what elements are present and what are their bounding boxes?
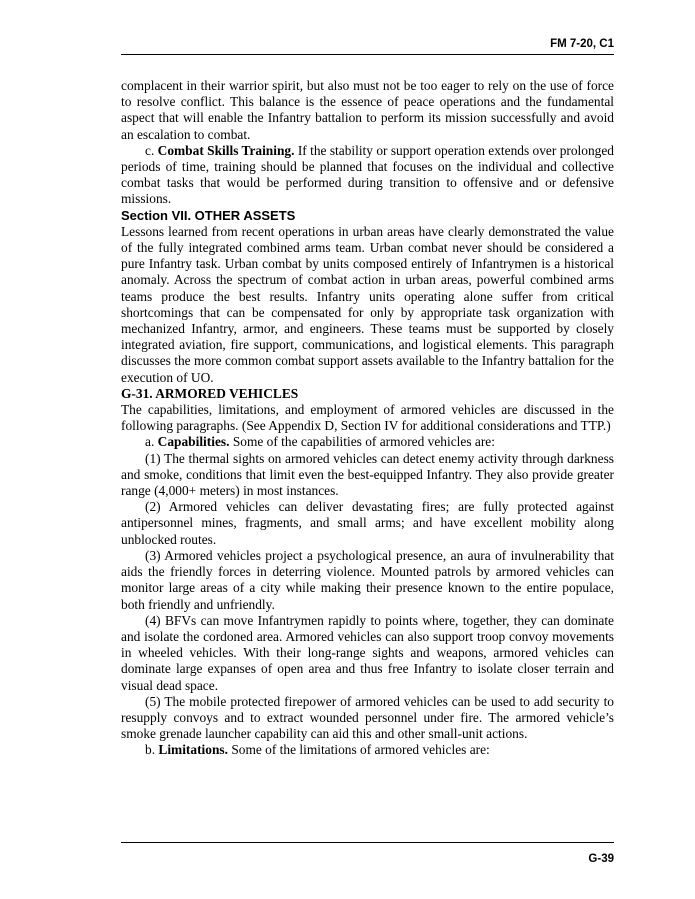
subparagraph-b — [121, 742, 614, 758]
section-title: Section VII. OTHER ASSETS — [121, 207, 296, 223]
capability-item: (5) The mobile protected firepower of armored vehicles can be used to add security to resupply convoys and to extract wounded personnel under fire. The armored vehicle’s smoke grenade launcher capability can aid this and other small-unit actions. — [121, 693, 614, 742]
subparagraph-c-title: Combat Skills Training. — [157, 142, 295, 158]
subparagraph-c-marker: c. — [145, 142, 155, 158]
subparagraph-c — [121, 143, 614, 208]
subparagraph-a-text: Some of the capabilities of armored vehicles are: — [232, 434, 495, 450]
section-intro: Lessons learned from recent operations in urban areas have clearly demonstrated the value of the fully integrated combined arms team. Urban combat never should be considered a pure Infantry task. Urban combat by units composed entirely of Infantrymen is a historical anomaly. Across the spectrum of combat action in urban areas, powerful combined arms teams produce the best results. Infantry units operating alone suffer from critical shortcomings that can be compensated for only by appropriate task organization with mechanized Infantry, armor, and engineers. These teams must be supported by closely integrated aviation, fire support, communications, and logistical elements. This paragraph discusses the more common combat support assets available to the Infantry battalion for the execution of UO. — [121, 223, 614, 385]
capability-item: (3) Armored vehicles project a psychological presence, an aura of invulnerability that aids the friendly forces in deterring violence. Mounted patrols by armored vehicles can monitor large areas of a city while making their presence known to the entire populace, both friendly and unfriendly. — [121, 547, 614, 612]
capability-item: (1) The thermal sights on armored vehicles can detect enemy activity through darkness and smoke, conditions that limit even the best-equipped Infantry. They also provide greater range (4,000+ meters) in most instances. — [121, 450, 614, 499]
subparagraph-b-marker: b. — [145, 742, 156, 758]
document-id: FM 7-20, C1 — [550, 38, 614, 50]
capability-item: (4) BFVs can move Infantrymen rapidly to points where, together, they can dominate and isolate the cordoned area. Armored vehicles can also support troop convoy movements in wheeled vehicles. With their long-range sights and weapons, armored vehicles can dominate large expanses of open area and thus free Infantry to isolate closer terrain and visual dead space. — [121, 612, 614, 693]
subparagraph-c-text: If the stability or support operation extends over prolonged periods of time, training should be planned that focuses on the individual and collective combat tasks that would be performed during transition to offensive and or defensive missions. — [121, 142, 614, 207]
g31-intro: The capabilities, limitations, and employment of armored vehicles are discussed in the following paragraphs. (See Appendix D, Section IV for additional considerations and TTP.) — [121, 402, 614, 434]
page-number: G-39 — [588, 853, 614, 865]
subparagraph-a — [121, 434, 614, 450]
footer-rule — [121, 842, 614, 843]
subparagraph-b-title: Limitations. — [158, 742, 228, 758]
subparagraph-a-marker: a. — [145, 434, 155, 450]
header-rule — [121, 54, 614, 55]
subparagraph-b-text: Some of the limitations of armored vehicles are: — [231, 742, 490, 758]
page-body — [121, 78, 614, 759]
paragraph-heading-g31: G-31. ARMORED VEHICLES — [121, 385, 299, 401]
subparagraph-a-title: Capabilities. — [157, 434, 230, 450]
capability-item: (2) Armored vehicles can deliver devastating fires; are fully protected against antipersonnel mines, fragments, and small arms; and have excellent mobility along unblocked routes. — [121, 499, 614, 547]
continued-paragraph: complacent in their warrior spirit, but also must not be too eager to rely on the use of force to resolve conflict. This balance is the essence of peace operations and the fundamental aspect that will enable the Infantry battalion to perform its mission successfully and avoid an escalation to combat. — [121, 78, 614, 142]
